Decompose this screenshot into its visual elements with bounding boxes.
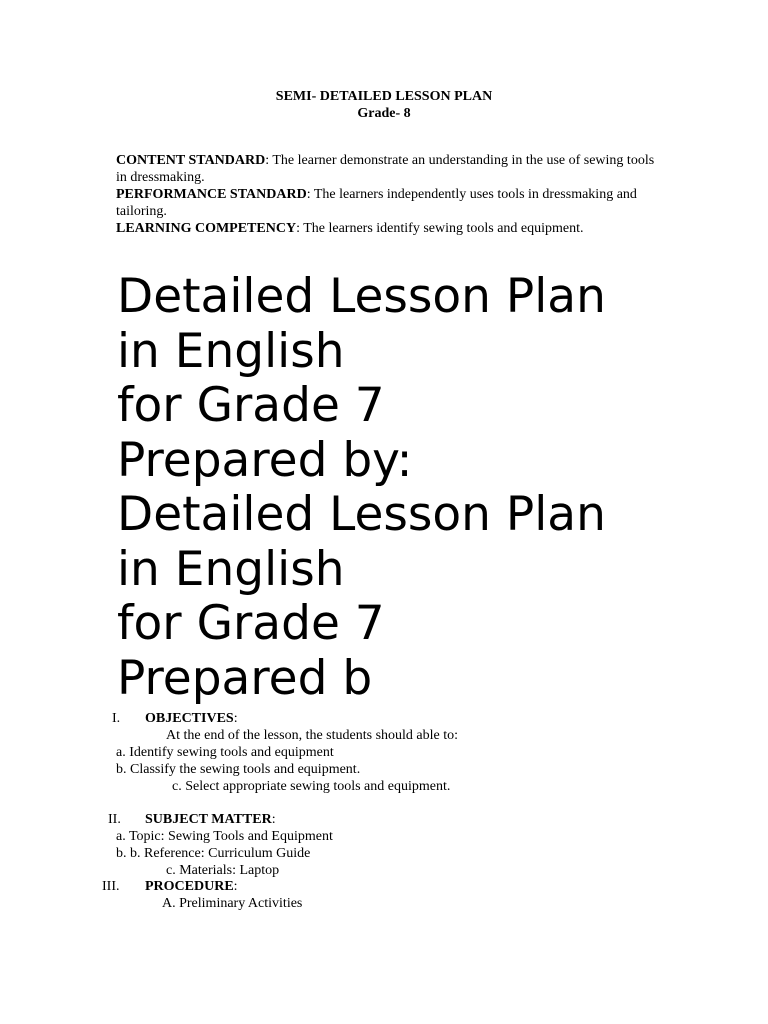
learning-competency (116, 220, 716, 237)
procedure-label: PROCEDURE (145, 879, 234, 894)
overlay-line: Detailed Lesson Plan (117, 487, 606, 542)
overlay-line: in English (117, 323, 345, 379)
subject-matter-numeral: II. (108, 812, 121, 827)
objectives-numeral: I. (112, 711, 121, 726)
learning-competency-label: LEARNING COMPETENCY (116, 221, 297, 236)
content-standard (116, 152, 656, 186)
subject-matter-heading (145, 811, 276, 828)
subject-matter-materials: c. Materials: Laptop (166, 863, 280, 878)
procedure-heading (145, 878, 238, 895)
content-standard-label: CONTENT STANDARD (116, 153, 266, 168)
objective-b: b. Classify the sewing tools and equipment. (116, 762, 361, 777)
document-grade: Grade- 8 (357, 106, 411, 121)
objective-a: a. Identify sewing tools and equipment (116, 745, 334, 760)
procedure-colon: : (233, 879, 238, 894)
learning-competency-text: : The learners identify sewing tools and equipment. (296, 221, 584, 236)
objectives-label: OBJECTIVES (145, 711, 234, 726)
subject-matter-topic: a. Topic: Sewing Tools and Equipment (116, 829, 333, 844)
performance-standard (116, 186, 656, 220)
overlay-line: for Grade 7 (117, 378, 385, 433)
overlay-line: Prepared b (117, 650, 373, 706)
overlay-line: in English (117, 541, 345, 597)
document-title: SEMI- DETAILED LESSON PLAN (275, 89, 493, 104)
objective-c: c. Select appropriate sewing tools and equipment. (172, 779, 451, 794)
overlay-line: Prepared by: (117, 432, 413, 488)
subject-matter-reference: b. b. Reference: Curriculum Guide (116, 846, 311, 861)
objectives-colon: : (233, 711, 238, 726)
objectives-heading (145, 710, 238, 727)
overlay-line: Detailed Lesson Plan (117, 269, 606, 324)
objectives-intro: At the end of the lesson, the students should able to: (166, 728, 459, 743)
performance-standard-label: PERFORMANCE STANDARD (116, 187, 307, 202)
overlay-line: for Grade 7 (117, 596, 385, 651)
performance-standard-text: : The learners independently uses tools in dressmaking and tailoring. (116, 187, 637, 219)
overlay-text-block (117, 270, 606, 706)
procedure-numeral: III. (102, 879, 120, 894)
procedure-preliminary: A. Preliminary Activities (162, 896, 303, 911)
subject-matter-colon: : (271, 812, 276, 827)
subject-matter-label: SUBJECT MATTER (145, 812, 272, 827)
content-standard-text: : The learner demonstrate an understanding in the use of sewing tools in dressmaking. (116, 153, 655, 185)
